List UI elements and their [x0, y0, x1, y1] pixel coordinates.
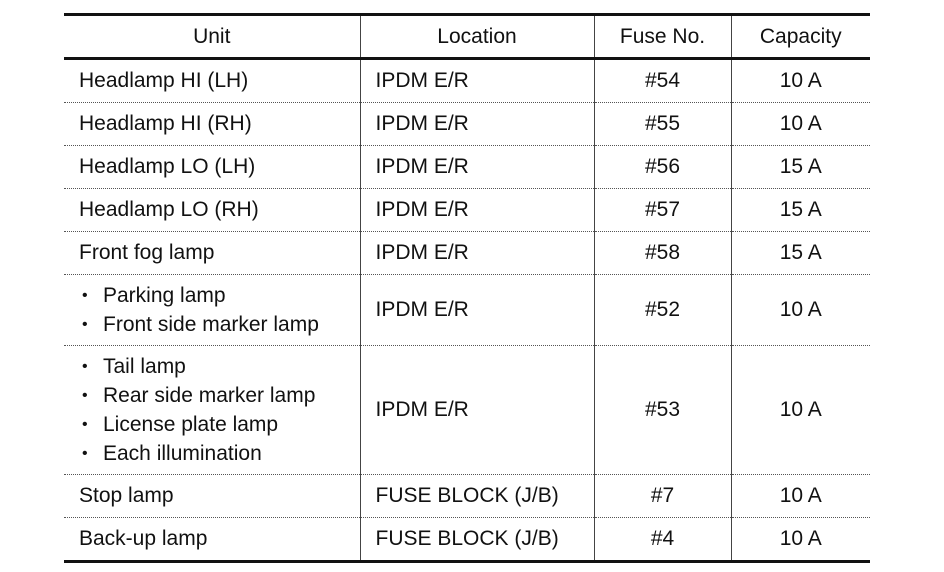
- table-row: [64, 103, 870, 146]
- fuse-table: [64, 13, 870, 563]
- fuse-cell: #7: [594, 475, 731, 518]
- capacity-cell: 10 A: [731, 346, 870, 475]
- unit-bullet-item: • Tail lamp: [79, 352, 360, 381]
- unit-cell: Stop lamp: [64, 475, 360, 518]
- table-row: [64, 475, 870, 518]
- fuse-cell: #54: [594, 59, 731, 103]
- unit-cell: Front fog lamp: [64, 232, 360, 275]
- unit-cell: [64, 346, 360, 475]
- capacity-cell: 10 A: [731, 275, 870, 346]
- unit-bullet-item: • Each illumination: [79, 439, 360, 468]
- fuse-cell: #56: [594, 146, 731, 189]
- location-cell: IPDM E/R: [360, 346, 594, 475]
- location-cell: FUSE BLOCK (J/B): [360, 475, 594, 518]
- location-cell: IPDM E/R: [360, 189, 594, 232]
- unit-cell: Headlamp LO (RH): [64, 189, 360, 232]
- unit-cell: Back-up lamp: [64, 518, 360, 562]
- fuse-cell: #55: [594, 103, 731, 146]
- location-cell: IPDM E/R: [360, 59, 594, 103]
- location-cell: IPDM E/R: [360, 232, 594, 275]
- location-cell: IPDM E/R: [360, 146, 594, 189]
- unit-bullet-item: • License plate lamp: [79, 410, 360, 439]
- table-row: [64, 146, 870, 189]
- capacity-cell: 10 A: [731, 103, 870, 146]
- table-row: [64, 518, 870, 562]
- unit-cell: Headlamp LO (LH): [64, 146, 360, 189]
- table-row: [64, 59, 870, 103]
- fuse-cell: #4: [594, 518, 731, 562]
- fuse-cell: #57: [594, 189, 731, 232]
- fuse-cell: #58: [594, 232, 731, 275]
- location-cell: IPDM E/R: [360, 103, 594, 146]
- capacity-cell: 10 A: [731, 518, 870, 562]
- unit-bullet-list: [79, 281, 360, 339]
- location-cell: FUSE BLOCK (J/B): [360, 518, 594, 562]
- table-row: [64, 232, 870, 275]
- header-capacity: Capacity: [731, 15, 870, 59]
- capacity-cell: 15 A: [731, 146, 870, 189]
- header-fuse-no: Fuse No.: [594, 15, 731, 59]
- header-location: Location: [360, 15, 594, 59]
- fuse-cell: #52: [594, 275, 731, 346]
- unit-cell: Headlamp HI (LH): [79, 69, 249, 92]
- unit-bullet-list: [79, 352, 360, 468]
- capacity-cell: 15 A: [731, 189, 870, 232]
- capacity-cell: 10 A: [731, 59, 870, 103]
- capacity-cell: 15 A: [731, 232, 870, 275]
- unit-bullet-item: • Rear side marker lamp: [79, 381, 360, 410]
- capacity-cell: 10 A: [731, 475, 870, 518]
- location-cell: IPDM E/R: [360, 275, 594, 346]
- unit-cell: Headlamp HI (RH): [64, 103, 360, 146]
- table-header-row: [64, 15, 870, 59]
- table-row: [64, 275, 870, 346]
- unit-bullet-item: • Parking lamp: [79, 281, 360, 310]
- fuse-cell: #53: [594, 346, 731, 475]
- header-unit: Unit: [64, 15, 360, 59]
- unit-cell: [64, 275, 360, 346]
- unit-bullet-item: • Front side marker lamp: [79, 310, 360, 339]
- table-row: [64, 346, 870, 475]
- table-row: [64, 189, 870, 232]
